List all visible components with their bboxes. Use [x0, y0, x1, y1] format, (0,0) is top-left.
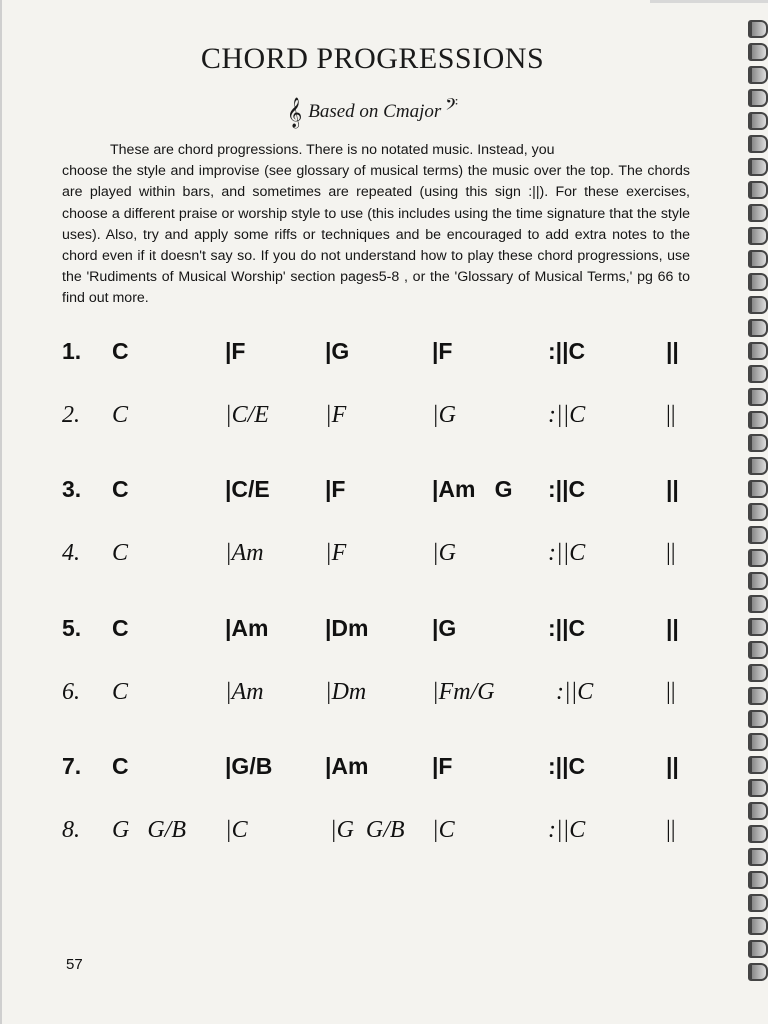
- chord: |G G/B: [330, 817, 405, 843]
- progression-row-1: [0, 338, 745, 378]
- spiral-coil-icon: [748, 273, 768, 291]
- spiral-coil-icon: [748, 618, 768, 636]
- chord: |F: [432, 338, 453, 364]
- repeat-chord: :||C: [548, 753, 586, 779]
- chord: |Am: [225, 679, 264, 705]
- end-barline: ||: [666, 402, 676, 428]
- spiral-coil-icon: [748, 733, 768, 751]
- repeat-chord: :||C: [548, 476, 586, 502]
- bass-clef-icon: 𝄢: [445, 96, 459, 118]
- chord: C: [112, 338, 129, 364]
- progression-number: 4.: [62, 540, 80, 566]
- spiral-coil-icon: [748, 43, 768, 61]
- chord: |Fm/G: [432, 679, 495, 705]
- spiral-coil-icon: [748, 135, 768, 153]
- spiral-coil-icon: [748, 158, 768, 176]
- progression-number: 8.: [62, 817, 80, 843]
- spiral-coil-icon: [748, 66, 768, 84]
- progression-number: 6.: [62, 679, 80, 705]
- spiral-coil-icon: [748, 756, 768, 774]
- chord: C: [112, 402, 129, 428]
- repeat-chord: :||C: [556, 679, 594, 705]
- spiral-coil-icon: [748, 572, 768, 590]
- chord: |G: [432, 615, 457, 641]
- chord: |F: [325, 540, 347, 566]
- page-title: CHORD PROGRESSIONS: [200, 42, 545, 75]
- progression-row-3: [0, 476, 745, 516]
- end-barline: ||: [666, 753, 679, 779]
- spiral-coil-icon: [748, 227, 768, 245]
- chord: |Am G: [432, 476, 513, 502]
- spiral-coil-icon: [748, 89, 768, 107]
- chord: |Dm: [325, 615, 369, 641]
- treble-clef-icon: 𝄞: [286, 98, 303, 127]
- end-barline: ||: [666, 615, 679, 641]
- chord: |Am: [225, 540, 264, 566]
- progression-row-6: [0, 679, 745, 719]
- spiral-binding: [744, 20, 768, 1000]
- spiral-coil-icon: [748, 411, 768, 429]
- end-barline: ||: [666, 679, 676, 705]
- page-top-edge: [650, 0, 768, 3]
- spiral-coil-icon: [748, 250, 768, 268]
- chord: |Am: [225, 615, 269, 641]
- progression-number: 7.: [62, 753, 82, 779]
- chord: |G/B: [225, 753, 273, 779]
- chord: |G: [432, 402, 456, 428]
- progression-number: 2.: [62, 402, 80, 428]
- end-barline: ||: [666, 338, 679, 364]
- chord: |Am: [325, 753, 369, 779]
- end-barline: ||: [666, 540, 676, 566]
- progression-row-7: [0, 753, 745, 793]
- chord: |C/E: [225, 476, 270, 502]
- spiral-coil-icon: [748, 802, 768, 820]
- spiral-coil-icon: [748, 112, 768, 130]
- intro-body: choose the style and improvise (see glossary of musical terms) the music over the top. The chords are played within bars, and sometimes are repeated (using this sign :||). For these exercises, choose a different praise or worship style to use (this includes using the time signature that the style uses). Also, try and apply some riffs or techniques and be encouraged to add extra notes to the chord even if it doesn't say so. If you do not understand how to play these chord progressions, use the 'Rudiments of Musical Worship' section pages5-8 , or the 'Glossary of Musical Terms,' pg 66 to find out more.: [62, 163, 690, 307]
- spiral-coil-icon: [748, 848, 768, 866]
- chord: |F: [225, 338, 246, 364]
- chord: C: [112, 476, 129, 502]
- chord: G G/B: [112, 817, 186, 843]
- chord: |F: [432, 753, 453, 779]
- chord: C: [112, 615, 129, 641]
- spiral-coil-icon: [748, 181, 768, 199]
- spiral-coil-icon: [748, 917, 768, 935]
- chord: |C: [225, 817, 248, 843]
- chord: |G: [432, 540, 456, 566]
- intro-first-line: These are chord progressions. There is no notated music. Instead, you: [110, 142, 555, 158]
- spiral-coil-icon: [748, 963, 768, 981]
- spiral-coil-icon: [748, 503, 768, 521]
- spiral-coil-icon: [748, 940, 768, 958]
- subtitle-text: Based on Cmajor: [308, 101, 442, 122]
- spiral-coil-icon: [748, 480, 768, 498]
- chord: |Dm: [325, 679, 367, 705]
- spiral-coil-icon: [748, 319, 768, 337]
- end-barline: ||: [666, 476, 679, 502]
- chord: C: [112, 679, 129, 705]
- spiral-coil-icon: [748, 388, 768, 406]
- spiral-coil-icon: [748, 342, 768, 360]
- repeat-chord: :||C: [548, 817, 586, 843]
- repeat-chord: :||C: [548, 402, 586, 428]
- spiral-coil-icon: [748, 641, 768, 659]
- intro-paragraph: [62, 140, 690, 310]
- progression-number: 3.: [62, 476, 82, 502]
- spiral-coil-icon: [748, 664, 768, 682]
- chord: |C: [432, 817, 455, 843]
- spiral-coil-icon: [748, 365, 768, 383]
- spiral-coil-icon: [748, 296, 768, 314]
- spiral-coil-icon: [748, 687, 768, 705]
- progression-number: 1.: [62, 338, 82, 364]
- end-barline: ||: [666, 817, 676, 843]
- progression-number: 5.: [62, 615, 82, 641]
- progression-row-4: [0, 540, 745, 580]
- spiral-coil-icon: [748, 434, 768, 452]
- spiral-coil-icon: [748, 894, 768, 912]
- spiral-coil-icon: [748, 871, 768, 889]
- repeat-chord: :||C: [548, 338, 586, 364]
- spiral-coil-icon: [748, 526, 768, 544]
- chord: |C/E: [225, 402, 269, 428]
- page-number: 57: [66, 956, 83, 973]
- spiral-coil-icon: [748, 204, 768, 222]
- progression-row-8: [0, 817, 745, 857]
- progression-row-2: [0, 402, 745, 442]
- chord: |F: [325, 476, 346, 502]
- subtitle: [0, 96, 745, 129]
- spiral-coil-icon: [748, 457, 768, 475]
- spiral-coil-icon: [748, 549, 768, 567]
- spiral-coil-icon: [748, 710, 768, 728]
- chord: |G: [325, 338, 350, 364]
- progression-row-5: [0, 615, 745, 655]
- spiral-coil-icon: [748, 595, 768, 613]
- spiral-coil-icon: [748, 779, 768, 797]
- repeat-chord: :||C: [548, 540, 586, 566]
- chord: C: [112, 753, 129, 779]
- repeat-chord: :||C: [548, 615, 586, 641]
- chord: C: [112, 540, 129, 566]
- chord: |F: [325, 402, 347, 428]
- spiral-coil-icon: [748, 20, 768, 38]
- spiral-coil-icon: [748, 825, 768, 843]
